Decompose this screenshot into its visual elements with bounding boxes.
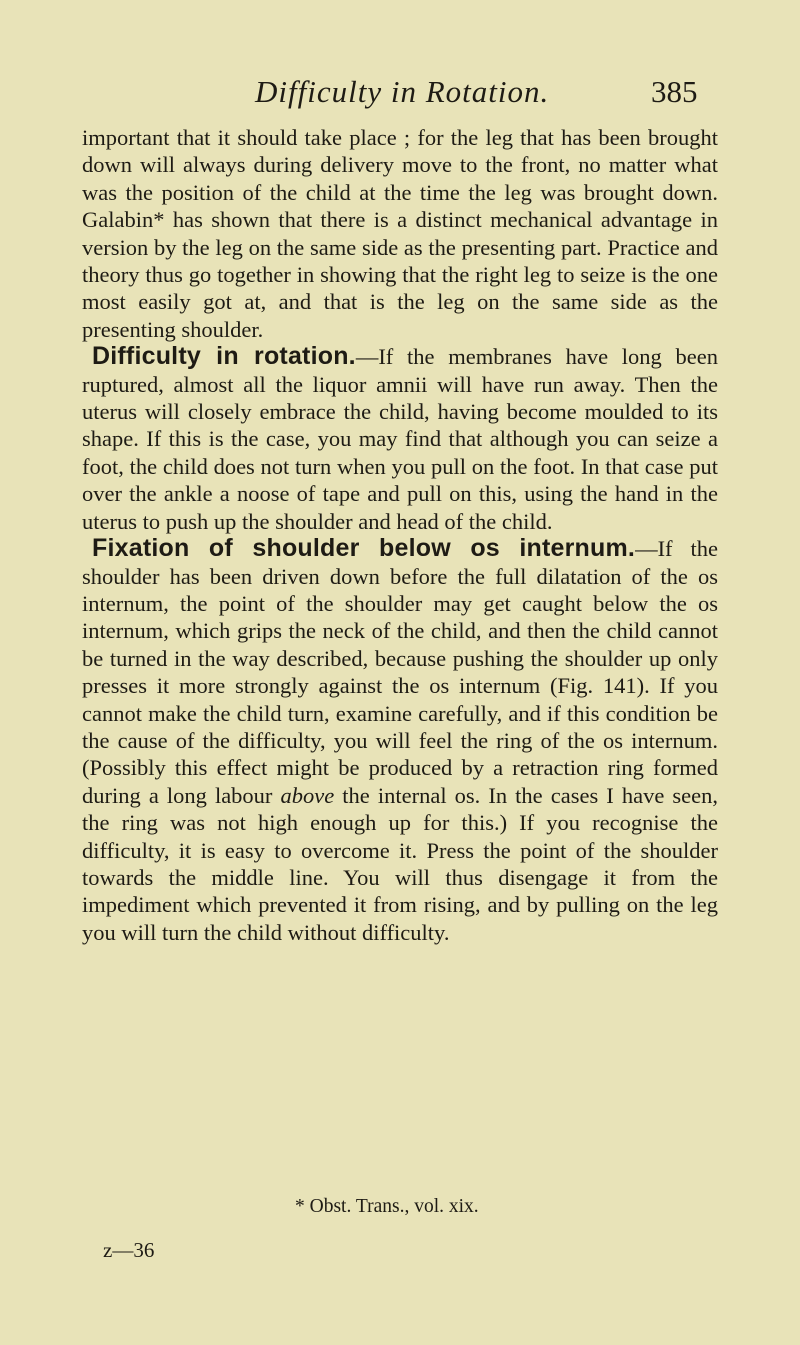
paragraph-3	[82, 535, 718, 946]
page-number: 385	[651, 74, 698, 109]
paragraph-3-text-b: the internal os. In the cases I have seen, the ring was not high enough up for this.) If you recognise the difficulty, it is easy to overcome it. Press the point of the shoulder towards the middle line. You will thus disengage it from the impediment which prevented it from rising, and by pulling on the leg you will turn the child without difficulty.	[82, 782, 718, 945]
italic-word: above	[280, 782, 335, 808]
paragraph-1	[82, 124, 718, 343]
paragraph-1-text: important that it should take place ; for the leg that has been brought down will always during delivery move to the front, no matter what was the position of the child at the time the leg was brought down. Galabin* has shown that there is a distinct mechanical advantage in version by the leg on the same side as the presenting part. Practice and theory thus go together in showing that the right leg to seize is the one most easily got at, and that is the leg on the same side as the presenting shoulder.	[82, 125, 718, 342]
paragraph-2-text: —If the membranes have long been ruptured, almost all the liquor amnii will have run away. Then the uterus will closely embrace the child, having become moulded to its shape. If this is the case, you may find that although you can seize a foot, the child does not turn when you pull on the foot. In that case put over the ankle a noose of tape and pull on this, using the hand in the uterus to push up the shoulder and head of the child.	[82, 344, 718, 534]
footnote: * Obst. Trans., vol. xix.	[295, 1196, 479, 1217]
section-heading-fixation-of-shoulder: Fixation of shoulder below os internum.	[92, 534, 636, 563]
signature-mark: z—36	[103, 1238, 155, 1262]
running-title: Difficulty in Rotation.	[255, 74, 550, 109]
paragraph-2	[82, 343, 718, 535]
body-text	[82, 124, 718, 946]
paragraph-3-text-a: —If the shoulder has been driven down before the full dilatation of the os internum, the point of the shoulder may get caught below the os internum, which grips the neck of the child, and then the child cannot be turned in the way described, because pushing the shoulder up only presses it more strongly against the os internum (Fig. 141). If you cannot make the child turn, examine carefully, and if this condition be the cause of the difficulty, you will feel the ring of the os internum. (Possibly this effect might be produced by a retraction ring formed during a long labour	[82, 536, 718, 808]
section-heading-difficulty-in-rotation: Difficulty in rotation.	[92, 342, 356, 371]
page-header	[0, 70, 800, 114]
